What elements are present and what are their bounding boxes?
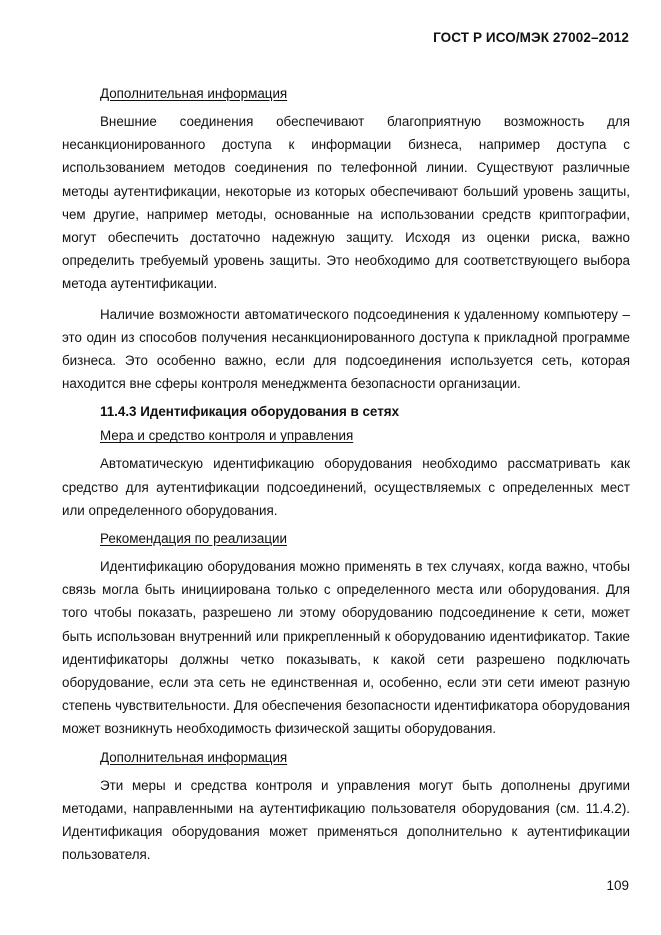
implementation-guidance-heading: Рекомендация по реализации [100, 531, 287, 547]
paragraph-external-connections: Внешние соединения обеспечивают благоприятную возможность для несанкционированного доступа к информации бизнеса, например доступа с использованием методов соединения по телефонной линии. Существуют различные методы аутентификации, некоторые из которых обеспечивают больший уровень защиты, чем другие, например методы, основанные на использовании средств криптографии, могут обеспечить достаточно надежную защиту. Исходя из оценки риска, важно определить требуемый уровень защиты. Это необходимо для соответствующего выбора метода аутентификации. [62, 114, 630, 292]
page-content [62, 84, 630, 873]
additional-info-heading: Дополнительная информация [100, 86, 288, 101]
section-title: 11.4.3 Идентификация оборудования в сетях [100, 404, 400, 420]
document-header: ГОСТ Р ИСО/МЭК 27002–2012 [433, 30, 629, 45]
additional-info-heading-2: Дополнительная информация [100, 749, 288, 765]
paragraph-auto-connection: Наличие возможности автоматического подсоединения к удаленному компьютеру – это один из способов получения несанкционированного доступа к прикладной программе бизнеса. Это особенно важно, если для подсоединения используется сеть, которая находится вне сферы контроля менеджмента безопасности организации. [62, 306, 630, 392]
paragraph-implementation: Идентификацию оборудования можно применять в тех случаях, когда важно, чтобы связь могла быть инициирована только с определенного места или оборудования. Для того чтобы показать, разрешено ли этому оборудованию подсоединение к сети, может быть использован внутренний или прикрепленный к оборудованию идентификатор. Такие идентификаторы должны четко показывать, к какой сети разрешено подключать оборудование, если эта сеть не единственная и, особенно, если эти сети имеют разную степень чувствительности. Для обеспечения безопасности идентификатора оборудования может возникнуть необходимость физической защиты оборудования. [62, 559, 630, 737]
paragraph-control-measure: Автоматическую идентификацию оборудования необходимо рассматривать как средство для аутентификации подсоединений, осуществляемых с определенных мест или определенного оборудования. [62, 456, 630, 518]
control-measure-heading: Мера и средство контроля и управления [100, 428, 354, 444]
paragraph-additional-info: Эти меры и средства контроля и управления могут быть дополнены другими методами, направленными на аутентификацию пользователя оборудования (см. 11.4.2). Идентификация оборудования может применяться дополнительно к аутентификации пользователя. [62, 777, 630, 863]
page-number: 109 [606, 878, 629, 893]
